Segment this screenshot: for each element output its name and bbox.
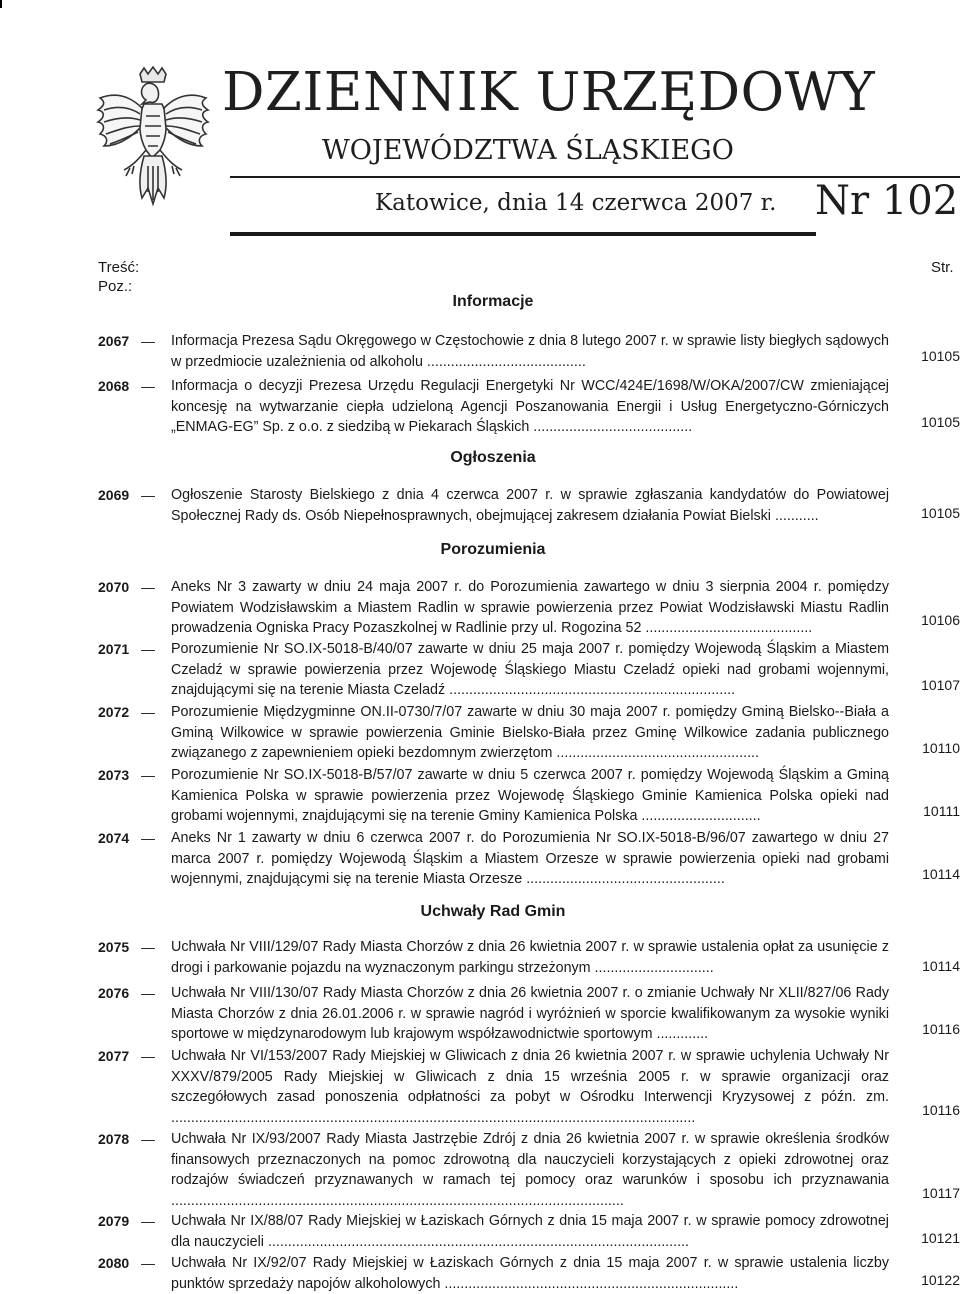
toc-content-label: Treść: [98, 259, 140, 276]
entry-title: Informacja o decyzji Prezesa Urzędu Regulacji Energetyki Nr WCC/424E/1698/W/OKA/2007/CW zmieniającej koncesję na wytwarzanie ciepła udzieloną Agencji Poszanowania Energii i Usług Energetyczno-Górniczych „ENMAG-EG” Sp. z o.o. z siedzibą w Piekarach Śląskich ........................................ [171, 378, 889, 436]
section-title: Porozumienia [440, 541, 546, 558]
entry-dash: — [141, 1213, 155, 1229]
entry-dash: — [141, 1048, 155, 1064]
entry-title: Uchwała Nr VIII/130/07 Rady Miasta Chorzów z dnia 26 kwietnia 2007 r. o zmianie Uchwały Nr XLII/827/06 Rady Miasta Chorzów z dnia 26.01.2006 r. w sprawie nagród i wyróżnień w sporcie kwalifikowanym za wysokie wyniki sportowe w międzynarodowym lub krajowym współzawodnictwie sportowym ............. [171, 985, 889, 1043]
toc-entry[interactable] [98, 985, 960, 1047]
entry-dash: — [141, 487, 155, 503]
entry-page: 10114 [922, 958, 960, 974]
entry-page: 10106 [921, 612, 960, 628]
toc-entry[interactable] [98, 704, 960, 766]
entry-page: 10105 [921, 505, 960, 521]
entry-page: 10116 [922, 1021, 960, 1037]
entry-dash: — [141, 641, 155, 657]
entry-title: Porozumienie Nr SO.IX-5018-B/40/07 zawarte w dniu 25 maja 2007 r. pomiędzy Wojewodą Śląskim a Miastem Czeladź w sprawie powierzenia przez Wojewodę Śląskiego Miastu Czeladź opieki nad grobami wojennymi, znajdującymi się na terenie Miasta Czeladź ........................................................................ [171, 641, 889, 699]
entry-page: 10105 [921, 414, 960, 430]
entry-number: 2075 [98, 939, 130, 955]
toc-entry[interactable] [98, 939, 960, 979]
toc-entry[interactable] [98, 830, 960, 892]
entry-number: 2076 [98, 985, 130, 1001]
entry-number: 2067 [98, 333, 130, 349]
entry-page: 10110 [922, 740, 960, 756]
entry-title: Aneks Nr 1 zawarty w dniu 6 czerwca 2007 r. do Porozumienia Nr SO.IX-5018-B/96/07 zawartego w dniu 27 marca 2007 r. pomiędzy Wojewodą Śląskim a Miastem Orzesze w sprawie powierzenia opieki nad grobami wojennymi, znajdującymi się na terenie Miasta Orzesze .................................................. [171, 830, 889, 888]
journal-title: DZIENNIK URZĘDOWY [222, 62, 876, 123]
entry-dash: — [141, 767, 155, 783]
entry-dash: — [141, 1255, 155, 1271]
entry-dash: — [141, 830, 155, 846]
entry-number: 2074 [98, 830, 130, 846]
section-title: Informacje [452, 293, 534, 310]
entry-title: Uchwała Nr VIII/129/07 Rady Miasta Chorzów z dnia 26 kwietnia 2007 r. w sprawie ustalenia opłat za usunięcie z drogi i parkowanie pojazdu na wyznaczonym parkingu strzeżonym .............................. [171, 939, 889, 976]
entry-title: Porozumienie Międzygminne ON.II-0730/7/07 zawarte w dniu 30 maja 2007 r. pomiędzy Gminą Bielsko--Biała a Gminą Wilkowice w sprawie powierzenia Gminie Bielsko-Biała przez Gminę Wilkowice zadania publicznego związanego z zapewnieniem opieki bezdomnym zwierzętom ................................................... [171, 704, 889, 762]
issue-date: Katowice, dnia 14 czerwca 2007 r. [375, 190, 777, 216]
toc-entry[interactable] [98, 487, 960, 527]
entry-number: 2080 [98, 1255, 130, 1271]
entry-title: Informacja Prezesa Sądu Okręgowego w Częstochowie z dnia 8 lutego 2007 r. w sprawie listy biegłych sądowych w przedmiocie uzależnienia od alkoholu ........................................ [171, 333, 889, 370]
issue-number: Nr 102 [815, 178, 959, 224]
entry-page: 10121 [921, 1230, 960, 1246]
entry-dash: — [141, 378, 155, 394]
toc-entry[interactable] [98, 333, 960, 373]
entry-dash: — [141, 985, 155, 1001]
entry-page: 10105 [921, 348, 960, 364]
entry-title: Uchwała Nr VI/153/2007 Rady Miejskiej w Gliwicach z dnia 26 kwietnia 2007 r. w sprawie uchylenia Uchwały Nr XXXV/879/2005 Rady Miejskiej w Gliwicach z dnia 15 września 2005 r. w sprawie organizacji oraz szczegółowych zasad ponoszenia odpłatności za pobyt w Ośrodku Interwencji Kryzysowej z późn. zm. .................................................................................................................................... [171, 1048, 889, 1126]
toc-entry[interactable] [98, 767, 960, 829]
entry-page: 10116 [922, 1102, 960, 1118]
entry-page: 10111 [923, 803, 960, 819]
entry-title: Uchwała Nr IX/92/07 Rady Miejskiej w Łaziskach Górnych z dnia 15 maja 2007 r. w sprawie ustalenia liczby punktów sprzedaży napojów alkoholowych .......................................................................... [171, 1255, 889, 1292]
toc-position-label: Poz.: [98, 278, 133, 295]
entry-title: Uchwała Nr IX/88/07 Rady Miejskiej w Łaziskach Górnych z dnia 15 maja 2007 r. w sprawie pomocy zdrowotnej dla nauczycieli .......................................................................................................... [171, 1213, 889, 1250]
entry-dash: — [141, 1131, 155, 1147]
entry-title: Porozumienie Nr SO.IX-5018-B/57/07 zawarte w dniu 5 czerwca 2007 r. pomiędzy Wojewodą Śląskim a Gminą Kamienica Polska w sprawie powierzenia przez Wojewodę Śląskiego Gminie Kamienica Polska opieki nad grobami wojennymi, znajdującymi się na terenie Gminy Kamienica Polska .............................. [171, 767, 889, 825]
entry-number: 2068 [98, 378, 130, 394]
entry-number: 2077 [98, 1048, 130, 1064]
toc-entry[interactable] [98, 579, 960, 641]
entry-page: 10114 [922, 866, 960, 882]
polish-eagle-emblem [94, 66, 212, 216]
entry-number: 2078 [98, 1131, 130, 1147]
toc-entry[interactable] [98, 641, 960, 703]
entry-number: 2073 [98, 767, 130, 783]
crop-mark [0, 0, 2, 8]
toc-entry[interactable] [98, 1213, 960, 1253]
entry-page: 10122 [921, 1272, 960, 1288]
entry-number: 2072 [98, 704, 130, 720]
header-rule-bottom [230, 232, 816, 236]
entry-dash: — [141, 704, 155, 720]
section-title: Ogłoszenia [450, 449, 536, 466]
entry-page: 10107 [921, 677, 960, 693]
toc-entry[interactable] [98, 1131, 960, 1213]
toc-entry[interactable] [98, 1048, 960, 1130]
entry-dash: — [141, 939, 155, 955]
entry-title: Ogłoszenie Starosty Bielskiego z dnia 4 czerwca 2007 r. w sprawie zgłaszania kandydatów do Powiatowej Społecznej Rady ds. Osób Niepełnosprawnych, obejmującej zakresem działania Powiat Bielski ........... [171, 487, 889, 524]
entry-number: 2079 [98, 1213, 130, 1229]
toc-page-label: Str. [931, 259, 954, 276]
entry-number: 2070 [98, 579, 130, 595]
entry-title: Uchwała Nr IX/93/2007 Rady Miasta Jastrzębie Zdrój z dnia 26 kwietnia 2007 r. w sprawie określenia środków finansowych przeznaczonych na pomoc zdrowotną dla nauczycieli korzystających z opieki zdrowotnej oraz rodzajów świadczeń przyznawanych w ramach tej pomocy oraz warunków i sposobu ich przyznawania .................................................................................................................. [171, 1131, 889, 1209]
journal-subtitle: WOJEWÓDZTWA ŚLĄSKIEGO [322, 135, 734, 166]
toc-entry[interactable] [98, 1255, 960, 1291]
toc-entry[interactable] [98, 378, 960, 440]
section-title: Uchwały Rad Gmin [420, 903, 566, 920]
entry-page: 10117 [922, 1185, 960, 1201]
entry-dash: — [141, 579, 155, 595]
entry-number: 2069 [98, 487, 130, 503]
entry-title: Aneks Nr 3 zawarty w dniu 24 maja 2007 r. do Porozumienia zawartego w dniu 3 sierpnia 2004 r. pomiędzy Powiatem Wodzisławskim a Miastem Radlin w sprawie powierzenia przez Powiat Wodzisławski Miastu Radlin prowadzenia Ogniska Pracy Pozaszkolnej w Radlinie przy ul. Rogozina 52 .......................................... [171, 579, 889, 637]
entry-dash: — [141, 333, 155, 349]
entry-number: 2071 [98, 641, 130, 657]
